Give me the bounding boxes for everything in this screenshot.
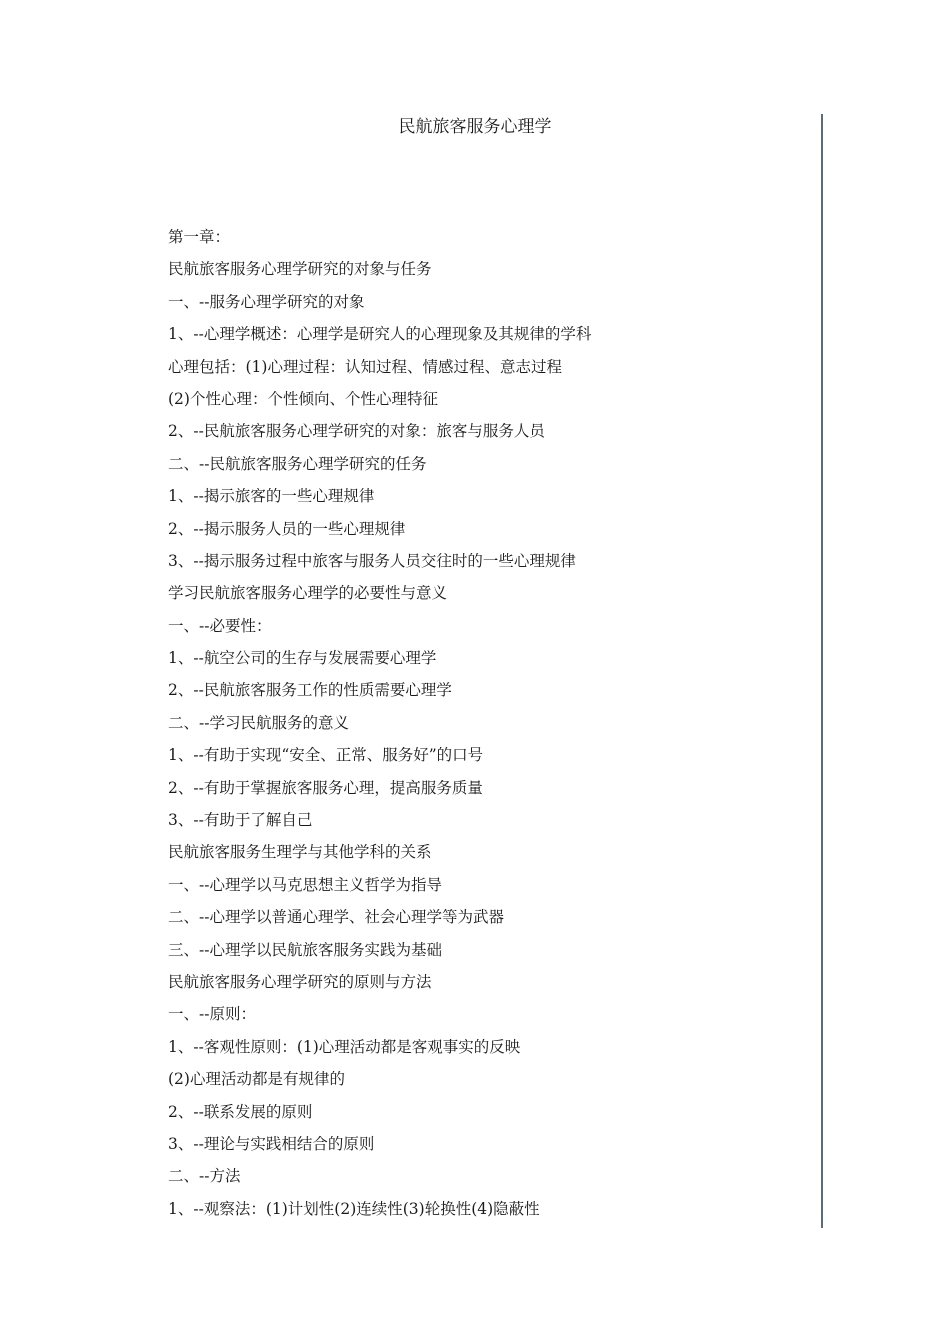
text-line: 心理包括：(1)心理过程：认知过程、情感过程、意志过程 (168, 357, 562, 376)
text-line: 一、--心理学以马克思想主义哲学为指导 (168, 875, 442, 894)
text-line: 1、--观察法：(1)计划性(2)连续性(3)轮换性(4)隐蔽性 (168, 1199, 540, 1218)
text-line: 学习民航旅客服务心理学的必要性与意义 (168, 584, 448, 603)
document-body (168, 225, 808, 1229)
text-line: 一、--必要性： (168, 616, 272, 635)
text-line: 2、--民航旅客服务工作的性质需要心理学 (168, 681, 452, 700)
text-line: 2、--有助于掌握旅客服务心理，提高服务质量 (168, 778, 483, 797)
text-line: 1、--心理学概述：心理学是研究人的心理现象及其规律的学科 (168, 325, 592, 344)
text-line: 第一章： (168, 228, 231, 246)
text-line: 一、--原则： (168, 1005, 256, 1024)
text-line: 1、--客观性原则：(1)心理活动都是客观事实的反映 (168, 1037, 521, 1056)
text-line: 民航旅客服务心理学研究的原则与方法 (168, 972, 432, 991)
text-line: 民航旅客服务心理学研究的对象与任务 (168, 260, 432, 279)
text-line: 3、--揭示服务过程中旅客与服务人员交往时的一些心理规律 (168, 551, 576, 570)
text-line: 2、--联系发展的原则 (168, 1102, 313, 1121)
text-line: 2、--民航旅客服务心理学研究的对象：旅客与服务人员 (168, 422, 545, 441)
text-line: 3、--理论与实践相结合的原则 (168, 1134, 375, 1153)
text-line: 1、--有助于实现“安全、正常、服务好”的口号 (168, 746, 484, 765)
text-line: 二、--学习民航服务的意义 (168, 713, 349, 732)
text-line: (2)心理活动都是有规律的 (168, 1070, 345, 1089)
text-line: 1、--揭示旅客的一些心理规律 (168, 487, 375, 506)
text-line: 三、--心理学以民航旅客服务实践为基础 (168, 940, 442, 959)
text-line: 一、--服务心理学研究的对象 (168, 292, 365, 311)
margin-rule (821, 114, 823, 1228)
text-line: 3、--有助于了解自己 (168, 811, 313, 830)
text-line: (2)个性心理：个性倾向、个性心理特征 (168, 389, 438, 408)
document-title: 民航旅客服务心理学 (398, 117, 552, 137)
text-line: 1、--航空公司的生存与发展需要心理学 (168, 649, 437, 668)
text-line: 二、--心理学以普通心理学、社会心理学等为武器 (168, 908, 504, 927)
text-line: 二、--方法 (168, 1167, 241, 1186)
text-line: 2、--揭示服务人员的一些心理规律 (168, 519, 406, 538)
text-line: 民航旅客服务生理学与其他学科的关系 (168, 843, 432, 862)
text-line: 二、--民航旅客服务心理学研究的任务 (168, 454, 427, 473)
